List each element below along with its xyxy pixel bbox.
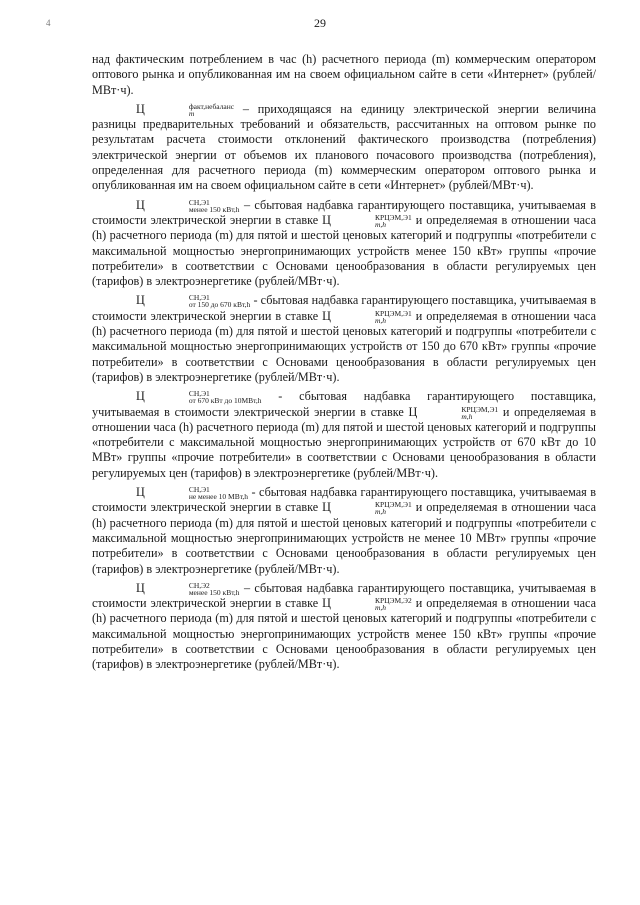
formula-symbol: Ц СН,Э1 от 150 до 670 кВт,h [136, 293, 251, 310]
paragraph-4 [92, 293, 596, 385]
paragraph-text-b: и определяемая в отношении часа (h) расчетного периода (m) для пятой и шестой ценовых категорий и подгруппы «потребители с максимальной мощностью энергопринимающих устройств от 670 кВт до 10 МВт» группы «прочие потребители» в соответствии с Основами ценообразования в области регулируемых цен (тарифов) в электроэнергетике (рублей/МВт·ч). [92, 404, 596, 480]
formula-symbol: Ц факт,небаланс m [136, 101, 235, 118]
paragraph-text-b: и определяемая в отношении часа (h) расчетного периода (m) для пятой и шестой ценовых категорий и подгруппы «потребители с максимальной мощностью энергопринимающих устройств менее 150 кВт» группы «прочие потребители» в соответствии с Основами ценообразования в области регулируемых цен (тарифов) в электроэнергетике (рублей/МВт·ч). [92, 212, 596, 289]
rate-symbol: Ц КРЦЭМ,Э2 m,h [322, 596, 412, 613]
paragraph-text-a: – сбытовая надбавка гарантирующего поставщика, учитываемая в стоимости электрической энергии в ставке [92, 580, 596, 611]
paragraph-3 [92, 198, 596, 290]
page-number: 29 [314, 16, 326, 30]
page-mark: 4 [46, 18, 51, 28]
rate-symbol: Ц КРЦЭМ,Э1 m,h [408, 404, 499, 421]
paragraph-5 [92, 389, 596, 481]
paragraph-text-a: – сбытовая надбавка гарантирующего поставщика, учитываемая в стоимости электрической энергии в ставке [92, 197, 596, 227]
paragraph-text-a: - сбытовая надбавка гарантирующего поставщика, учитываемая в стоимости электрической энергии в ставке [92, 293, 596, 323]
paragraph-text: над фактическим потреблением в час (h) расчетного периода (m) коммерческим оператором оптового рынка и опубликованная им на своем официальном сайте в сети «Интернет» (рублей/МВт·ч). [92, 52, 596, 97]
paragraph-text-a: - сбытовая надбавка гарантирующего поставщика, учитываемая в стоимости электрической энергии в ставке [92, 485, 596, 515]
formula-symbol: Ц СН,Э1 от 670 кВт до 10МВт,h [136, 389, 262, 406]
rate-symbol: Ц КРЦЭМ,Э1 m,h [322, 212, 412, 229]
paragraph-text-b: и определяемая в отношении часа (h) расчетного периода (m) для пятой и шестой ценовых категорий и подгруппы «потребители с максимальной мощностью энергопринимающих устройств от 150 до 670 кВт» группы «прочие потребители» в соответствии с Основами ценообразования в области регулируемых цен (тарифов) в электроэнергетике (рублей/МВт·ч). [92, 308, 596, 384]
document-body [92, 52, 596, 677]
paragraph-text-b: и определяемая в отношении часа (h) расчетного периода (m) для пятой и шестой ценовых категорий и подгруппы «потребители с максимальной мощностью энергопринимающих устройств менее 150 кВт» группы «прочие потребители» в соответствии с Основами ценообразования в области регулируемых цен (тарифов) в электроэнергетике (рублей/МВт·ч). [92, 596, 596, 672]
formula-symbol: Ц СН,Э1 не менее 10 МВт,h [136, 485, 249, 502]
paragraph-text-b: и определяемая в отношении часа (h) расчетного периода (m) для пятой и шестой ценовых категорий и подгруппы «потребители с максимальной мощностью энергопринимающих устройств не менее 10 МВт» группы «прочие потребители» в соответствии с Основами ценообразования в области регулируемых цен (тарифов) в электроэнергетике (рублей/МВт·ч). [92, 500, 596, 576]
paragraph-7 [92, 581, 596, 673]
paragraph-2 [92, 102, 596, 194]
formula-symbol: Ц СН,Э2 менее 150 кВт,h [136, 580, 240, 597]
formula-symbol: Ц СН,Э1 менее 150 кВт,h [136, 197, 240, 214]
paragraph-text: – приходящаяся на единицу электрической энергии величина разницы предварительных требований и обязательств, рассчитанных на оптовом рынке по результатам расчета стоимости отклонений фактического производства (потребления) электрической энергии от объемов их планового почасового производства (потребления), определенная для расчетного периода (m) коммерческим оператором оптового рынка и опубликованная им на своем официальном сайте в сети «Интернет» (рублей/МВт·ч). [92, 101, 596, 193]
rate-symbol: Ц КРЦЭМ,Э1 m,h [322, 308, 412, 325]
rate-symbol: Ц КРЦЭМ,Э1 m,h [322, 500, 412, 517]
paragraph-6 [92, 485, 596, 577]
paragraph-1 [92, 52, 596, 98]
paragraph-text-a: - сбытовая надбавка гарантирующего поставщика, учитываемая в стоимости электрической энергии в ставке [92, 389, 596, 419]
